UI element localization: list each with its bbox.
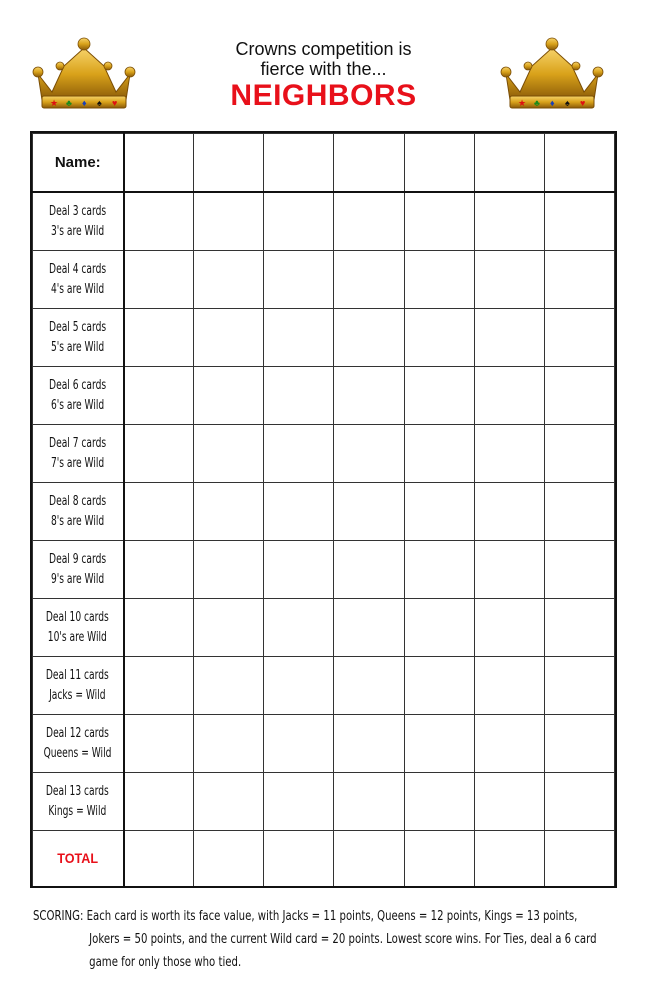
score-cell[interactable] (404, 192, 474, 251)
total-score-cell[interactable] (474, 831, 544, 888)
score-cell[interactable] (194, 715, 264, 773)
score-cell[interactable] (474, 657, 544, 715)
total-score-cell[interactable] (264, 831, 334, 888)
total-score-cell[interactable] (334, 831, 404, 888)
score-cell[interactable] (404, 657, 474, 715)
score-cell[interactable] (124, 657, 194, 715)
name-row (33, 134, 615, 193)
score-cell[interactable] (264, 425, 334, 483)
total-score-cell[interactable] (404, 831, 474, 888)
score-cell[interactable] (544, 251, 614, 309)
deal-row (33, 773, 615, 831)
svg-text:♠: ♠ (565, 98, 570, 108)
score-cell[interactable] (544, 309, 614, 367)
score-cell[interactable] (264, 773, 334, 831)
score-cell[interactable] (124, 251, 194, 309)
scoring-line-3: game for only those who tied. (89, 955, 242, 970)
deal-label-line-2: Queens = Wild (43, 745, 112, 761)
deal-label-cell (33, 309, 124, 367)
deal-label-line-2: 8's are Wild (51, 513, 105, 529)
score-cell[interactable] (194, 192, 264, 251)
score-cell[interactable] (194, 251, 264, 309)
score-cell[interactable] (334, 483, 404, 541)
deal-row (33, 657, 615, 715)
svg-text:★: ★ (50, 98, 59, 108)
score-cell[interactable] (334, 599, 404, 657)
player-name-cell[interactable] (124, 134, 194, 193)
svg-text:★: ★ (518, 98, 527, 108)
score-cell[interactable] (124, 599, 194, 657)
total-score-cell[interactable] (124, 831, 194, 888)
scoring-line-2: Jokers = 50 points, and the current Wild card = 20 points. Lowest score wins. For Ties, deal a 6 card (89, 932, 597, 947)
crown-icon (30, 36, 138, 112)
deal-label-line-2: 3's are Wild (51, 223, 105, 239)
score-cell[interactable] (334, 541, 404, 599)
deal-label-line-1: Deal 8 cards (49, 493, 107, 509)
deal-row (33, 251, 615, 309)
scoring-line-1: SCORING: Each card is worth its face value, with Jacks = 11 points, Queens = 12 points, Kings = 13 points, (33, 909, 578, 924)
score-cell[interactable] (334, 715, 404, 773)
deal-label-cell (33, 599, 124, 657)
brand-title: NEIGHBORS (230, 79, 417, 112)
score-cell[interactable] (404, 599, 474, 657)
score-cell[interactable] (544, 599, 614, 657)
score-cell[interactable] (404, 483, 474, 541)
player-name-cell[interactable] (264, 134, 334, 193)
score-cell[interactable] (124, 309, 194, 367)
deal-row (33, 599, 615, 657)
svg-text:♠: ♠ (97, 98, 102, 108)
deal-row (33, 367, 615, 425)
svg-text:♦: ♦ (82, 98, 87, 108)
deal-label-cell (33, 541, 124, 599)
player-name-cell[interactable] (404, 134, 474, 193)
svg-text:♥: ♥ (112, 98, 118, 108)
score-cell[interactable] (474, 541, 544, 599)
deal-label-cell (33, 251, 124, 309)
score-cell[interactable] (544, 425, 614, 483)
score-cell[interactable] (264, 251, 334, 309)
deal-label-line-1: Deal 4 cards (49, 261, 107, 277)
score-cell[interactable] (124, 425, 194, 483)
total-score-cell[interactable] (194, 831, 264, 888)
score-cell[interactable] (124, 192, 194, 251)
score-cell[interactable] (264, 367, 334, 425)
deal-label-line-2: Jacks = Wild (49, 687, 106, 703)
score-cell[interactable] (334, 657, 404, 715)
deal-row (33, 483, 615, 541)
score-cell[interactable] (264, 541, 334, 599)
player-name-cell[interactable] (544, 134, 614, 193)
deal-label-cell (33, 657, 124, 715)
tagline (190, 39, 457, 79)
score-cell[interactable] (474, 715, 544, 773)
score-cell[interactable] (194, 425, 264, 483)
score-cell[interactable] (334, 251, 404, 309)
deal-label (46, 782, 109, 822)
deal-label-line-2: 9's are Wild (51, 571, 105, 587)
score-cell[interactable] (194, 541, 264, 599)
score-cell[interactable] (404, 541, 474, 599)
deal-label-cell (33, 367, 124, 425)
score-cell[interactable] (474, 309, 544, 367)
score-cell[interactable] (194, 599, 264, 657)
score-cell[interactable] (474, 773, 544, 831)
svg-text:♣: ♣ (534, 98, 540, 108)
score-cell[interactable] (544, 541, 614, 599)
crown-icon (498, 36, 606, 112)
score-cell[interactable] (194, 773, 264, 831)
svg-text:♥: ♥ (580, 98, 586, 108)
deal-label (49, 550, 106, 590)
score-cell[interactable] (334, 309, 404, 367)
deal-label-line-1: Deal 9 cards (49, 551, 107, 567)
deal-label (46, 608, 109, 648)
deal-row (33, 541, 615, 599)
score-cell[interactable] (264, 599, 334, 657)
deal-label-line-1: Deal 12 cards (46, 725, 110, 741)
total-score-cell[interactable] (544, 831, 614, 888)
title-block (190, 39, 457, 113)
deal-label-line-2: 10's are Wild (48, 629, 108, 645)
deal-label-line-1: Deal 3 cards (49, 203, 107, 219)
score-cell[interactable] (474, 367, 544, 425)
deal-label-line-1: Deal 5 cards (49, 319, 107, 335)
deal-label (49, 434, 106, 474)
player-name-cell[interactable] (474, 134, 544, 193)
tagline-line-1: Crowns competition is (235, 39, 412, 59)
score-cell[interactable] (474, 599, 544, 657)
deal-row (33, 192, 615, 251)
deal-label-line-1: Deal 10 cards (46, 609, 110, 625)
score-cell[interactable] (194, 483, 264, 541)
deal-label-line-1: Deal 13 cards (46, 783, 110, 799)
player-name-cell[interactable] (334, 134, 404, 193)
score-cell[interactable] (334, 425, 404, 483)
score-cell[interactable] (404, 715, 474, 773)
deal-label-cell (33, 715, 124, 773)
name-label-cell (33, 134, 124, 193)
score-cell[interactable] (264, 192, 334, 251)
name-label: Name: (54, 153, 101, 171)
score-cell[interactable] (264, 715, 334, 773)
deal-label (49, 260, 106, 300)
deal-label-line-1: Deal 7 cards (49, 435, 107, 451)
score-cell[interactable] (544, 483, 614, 541)
scoring-rules (33, 905, 623, 974)
score-cell[interactable] (264, 657, 334, 715)
total-label: TOTAL (57, 849, 99, 866)
score-cell[interactable] (404, 773, 474, 831)
score-cell[interactable] (194, 657, 264, 715)
score-cell[interactable] (544, 773, 614, 831)
svg-text:♣: ♣ (66, 98, 72, 108)
deal-label-line-2: 6's are Wild (51, 397, 105, 413)
score-cell[interactable] (474, 483, 544, 541)
total-label-cell (33, 831, 124, 888)
deal-label-line-2: Kings = Wild (48, 803, 107, 819)
deal-label-line-2: 4's are Wild (51, 281, 105, 297)
deal-label (49, 202, 106, 242)
tagline-line-2: fierce with the... (260, 59, 387, 79)
player-name-cell[interactable] (194, 134, 264, 193)
score-table (32, 133, 615, 888)
score-cell[interactable] (544, 657, 614, 715)
score-cell[interactable] (474, 425, 544, 483)
score-cell[interactable] (124, 773, 194, 831)
score-cell[interactable] (334, 367, 404, 425)
svg-text:♦: ♦ (550, 98, 555, 108)
score-cell[interactable] (404, 309, 474, 367)
score-cell[interactable] (544, 715, 614, 773)
deal-label (49, 318, 106, 358)
deal-label-cell (33, 773, 124, 831)
score-cell[interactable] (334, 192, 404, 251)
score-cell[interactable] (124, 483, 194, 541)
deal-row (33, 309, 615, 367)
deal-label-line-1: Deal 6 cards (49, 377, 107, 393)
deal-label-cell (33, 483, 124, 541)
deal-label-cell (33, 425, 124, 483)
score-cell[interactable] (404, 251, 474, 309)
deal-label (46, 666, 109, 706)
deal-label-line-2: 5's are Wild (51, 339, 105, 355)
deal-label (49, 376, 106, 416)
score-cell[interactable] (544, 367, 614, 425)
deal-row (33, 425, 615, 483)
deal-label-line-2: 7's are Wild (51, 455, 105, 471)
score-cell[interactable] (474, 251, 544, 309)
score-cell[interactable] (404, 425, 474, 483)
score-cell[interactable] (264, 309, 334, 367)
score-cell[interactable] (194, 309, 264, 367)
score-cell[interactable] (124, 715, 194, 773)
deal-label (44, 724, 112, 764)
score-cell[interactable] (124, 541, 194, 599)
score-cell[interactable] (544, 192, 614, 251)
deal-label-cell (33, 192, 124, 251)
score-cell[interactable] (124, 367, 194, 425)
header (0, 0, 647, 125)
score-cell[interactable] (264, 483, 334, 541)
deal-label-line-1: Deal 11 cards (46, 667, 110, 683)
score-sheet (30, 131, 617, 888)
score-cell[interactable] (474, 192, 544, 251)
score-cell[interactable] (334, 773, 404, 831)
score-cell[interactable] (194, 367, 264, 425)
deal-row (33, 715, 615, 773)
deal-label (49, 492, 106, 532)
score-cell[interactable] (404, 367, 474, 425)
total-row (33, 831, 615, 888)
